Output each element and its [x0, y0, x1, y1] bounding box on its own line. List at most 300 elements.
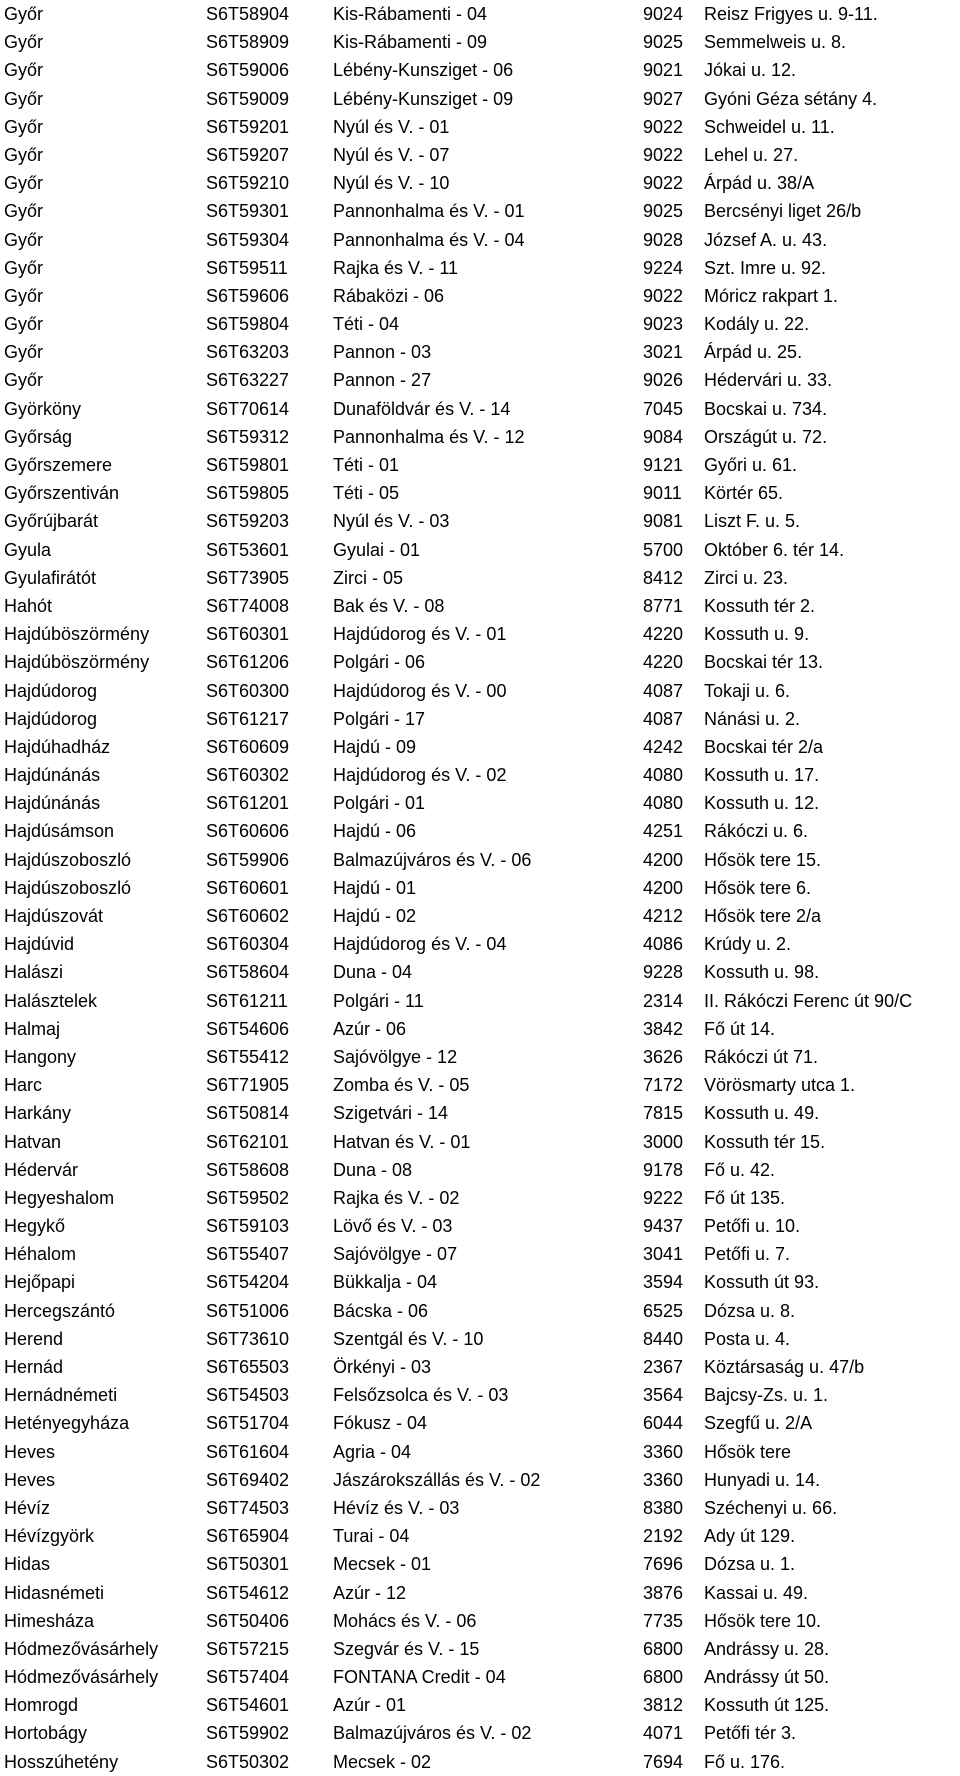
- branch-code-cell: S6T55412: [206, 1046, 290, 1067]
- city-cell: Hernádnémeti: [4, 1385, 118, 1406]
- branch-code-cell: S6T59203: [206, 511, 290, 532]
- table-row: [0, 507, 960, 535]
- street-address-cell: József A. u. 43.: [704, 229, 828, 250]
- street-address-cell: Kossuth u. 9.: [704, 624, 810, 645]
- table-row: [0, 789, 960, 817]
- postal-code-cell: 7696: [643, 1554, 684, 1575]
- branch-code-cell: S6T59804: [206, 314, 290, 335]
- city-cell: Győrság: [4, 426, 73, 447]
- street-address-cell: Bercsényi liget 26/b: [704, 201, 862, 222]
- postal-code-cell: 9022: [643, 285, 684, 306]
- postal-code-cell: 2314: [643, 990, 684, 1011]
- branch-code-cell: S6T60601: [206, 877, 290, 898]
- street-address-cell: Kossuth u. 98.: [704, 962, 820, 983]
- branch-code-cell: S6T63227: [206, 370, 290, 391]
- branch-name-cell: Sajóvölgye - 12: [333, 1046, 458, 1067]
- branch-code-cell: S6T59606: [206, 285, 290, 306]
- city-cell: Héhalom: [4, 1244, 77, 1265]
- postal-code-cell: 4080: [643, 765, 684, 786]
- table-row: [0, 677, 960, 705]
- street-address-cell: Árpád u. 38/A: [704, 173, 815, 194]
- branch-name-cell: Hévíz és V. - 03: [333, 1497, 460, 1518]
- postal-code-cell: 2192: [643, 1526, 684, 1547]
- table-row: [0, 1071, 960, 1099]
- postal-code-cell: 4200: [643, 849, 684, 870]
- city-cell: Győrszemere: [4, 455, 113, 475]
- branch-code-cell: S6T50814: [206, 1103, 290, 1124]
- table-row: [0, 930, 960, 958]
- street-address-cell: Dózsa u. 8.: [704, 1300, 796, 1321]
- branch-name-cell: Szentgál és V. - 10: [333, 1328, 484, 1349]
- branch-code-cell: S6T55407: [206, 1244, 290, 1265]
- branch-code-cell: S6T74503: [206, 1497, 290, 1518]
- branch-name-cell: Pannon - 03: [333, 342, 432, 363]
- postal-code-cell: 4080: [643, 793, 684, 814]
- branch-name-cell: Azúr - 01: [333, 1695, 407, 1716]
- street-address-cell: Hősök tere 6.: [704, 877, 812, 898]
- street-address-cell: Hősök tere 2/a: [704, 906, 822, 926]
- street-address-cell: Tokaji u. 6.: [704, 680, 791, 701]
- city-cell: Győr: [4, 257, 44, 278]
- street-address-cell: Hősök tere 15.: [704, 849, 822, 870]
- branch-name-cell: Felsőzsolca és V. - 03: [333, 1385, 509, 1406]
- postal-code-cell: 6800: [643, 1638, 684, 1659]
- branch-code-cell: S6T73905: [206, 567, 290, 588]
- branch-name-cell: Nyúl és V. - 03: [333, 511, 450, 532]
- city-cell: Hercegszántó: [4, 1300, 116, 1321]
- city-cell: Hajdúböszörmény: [4, 624, 150, 645]
- postal-code-cell: 9011: [643, 483, 682, 504]
- branch-name-cell: FONTANA Credit - 04: [333, 1667, 506, 1688]
- city-cell: Hajdúszoboszló: [4, 849, 132, 870]
- street-address-cell: Bocskai tér 2/a: [704, 736, 824, 757]
- postal-code-cell: 8412: [643, 567, 684, 588]
- branch-name-cell: Lébény-Kunsziget - 06: [333, 60, 514, 81]
- branch-name-cell: Bácska - 06: [333, 1300, 429, 1321]
- postal-code-cell: 9121: [643, 455, 684, 475]
- street-address-cell: Bocskai u. 734.: [704, 398, 828, 419]
- postal-code-cell: 3360: [643, 1441, 684, 1462]
- city-cell: Hidasnémeti: [4, 1582, 105, 1603]
- city-cell: Győr: [4, 285, 44, 306]
- postal-code-cell: 9178: [643, 1159, 684, 1180]
- branch-name-cell: Téti - 01: [333, 455, 400, 475]
- branch-name-cell: Hatvan és V. - 01: [333, 1131, 471, 1152]
- branch-code-cell: S6T58909: [206, 32, 290, 53]
- table-row: [0, 648, 960, 676]
- postal-code-cell: 4200: [643, 877, 684, 898]
- table-row: [0, 85, 960, 113]
- table-row: [0, 56, 960, 84]
- branch-name-cell: Rábaközi - 06: [333, 285, 445, 306]
- branch-name-cell: Polgári - 11: [333, 990, 424, 1011]
- table-row: [0, 1212, 960, 1240]
- branch-code-cell: S6T59511: [206, 257, 288, 278]
- branch-name-cell: Kis-Rábamenti - 04: [333, 4, 488, 24]
- branch-name-cell: Pannon - 27: [333, 370, 432, 391]
- postal-code-cell: 9222: [643, 1187, 684, 1208]
- branch-name-cell: Mecsek - 02: [333, 1751, 432, 1772]
- city-cell: Hajdúszoboszló: [4, 877, 132, 898]
- postal-code-cell: 9437: [643, 1216, 684, 1237]
- table-row: [0, 1494, 960, 1522]
- city-cell: Hangony: [4, 1046, 77, 1067]
- table-row: [0, 592, 960, 620]
- branch-name-cell: Zirci - 05: [333, 567, 404, 588]
- branch-code-cell: S6T71905: [206, 1075, 290, 1096]
- city-cell: Hódmezővásárhely: [4, 1638, 159, 1659]
- branch-name-cell: Pannonhalma és V. - 01: [333, 201, 525, 222]
- street-address-cell: Hunyadi u. 14.: [704, 1469, 821, 1490]
- postal-code-cell: 9021: [643, 60, 684, 81]
- branch-name-cell: Sajóvölgye - 07: [333, 1244, 458, 1265]
- street-address-cell: Semmelweis u. 8.: [704, 32, 847, 53]
- city-cell: Hajdúsámson: [4, 821, 115, 842]
- branch-code-cell: S6T59009: [206, 88, 290, 109]
- street-address-cell: Kossuth u. 17.: [704, 765, 820, 786]
- branch-code-cell: S6T59301: [206, 201, 290, 222]
- branch-name-cell: Balmazújváros és V. - 02: [333, 1723, 532, 1744]
- street-address-cell: Kossuth tér 15.: [704, 1131, 826, 1152]
- street-address-cell: Dózsa u. 1.: [704, 1554, 796, 1575]
- branch-code-cell: S6T62101: [206, 1131, 290, 1152]
- street-address-cell: Zirci u. 23.: [704, 567, 789, 588]
- city-cell: Hajdúhadház: [4, 736, 111, 757]
- branch-code-cell: S6T57404: [206, 1667, 290, 1688]
- branch-code-cell: S6T59502: [206, 1187, 290, 1208]
- postal-code-cell: 6044: [643, 1413, 684, 1434]
- branch-code-cell: S6T61201: [206, 793, 290, 814]
- street-address-cell: Rákóczi út 71.: [704, 1046, 819, 1067]
- table-row: [0, 451, 960, 479]
- postal-code-cell: 9025: [643, 32, 684, 53]
- street-address-cell: Október 6. tér 14.: [704, 539, 845, 560]
- postal-code-cell: 9081: [643, 511, 684, 532]
- table-row: [0, 338, 960, 366]
- table-row: [0, 113, 960, 141]
- branch-code-cell: S6T53601: [206, 539, 290, 560]
- table-row: [0, 423, 960, 451]
- table-row: [0, 1438, 960, 1466]
- branch-code-cell: S6T69402: [206, 1469, 290, 1490]
- city-cell: Harc: [4, 1075, 43, 1096]
- branch-code-cell: S6T60304: [206, 934, 290, 955]
- city-cell: Hédervár: [4, 1159, 79, 1180]
- postal-code-cell: 3021: [643, 342, 684, 363]
- postal-code-cell: 3626: [643, 1046, 684, 1067]
- street-address-cell: Kossuth út 93.: [704, 1272, 820, 1293]
- postal-code-cell: 2367: [643, 1357, 684, 1377]
- branch-name-cell: Mecsek - 01: [333, 1554, 432, 1575]
- street-address-cell: Fő út 135.: [704, 1187, 786, 1208]
- branch-code-cell: S6T61604: [206, 1441, 290, 1462]
- street-address-cell: Kassai u. 49.: [704, 1582, 809, 1603]
- city-cell: Hajdúnánás: [4, 765, 101, 786]
- branch-name-cell: Kis-Rábamenti - 09: [333, 32, 488, 53]
- branch-code-cell: S6T60302: [206, 765, 290, 786]
- street-address-cell: Andrássy út 50.: [704, 1667, 830, 1688]
- postal-code-cell: 6800: [643, 1667, 684, 1688]
- table-row: [0, 536, 960, 564]
- street-address-cell: Schweidel u. 11.: [704, 116, 835, 137]
- branch-code-cell: S6T54601: [206, 1695, 290, 1716]
- table-row: [0, 733, 960, 761]
- city-cell: Himesháza: [4, 1610, 95, 1631]
- table-row: [0, 817, 960, 845]
- street-address-cell: Fő út 14.: [704, 1018, 776, 1039]
- branch-name-cell: Bak és V. - 08: [333, 595, 445, 616]
- branch-code-cell: S6T60609: [206, 736, 290, 757]
- street-address-cell: Fő u. 176.: [704, 1751, 786, 1772]
- city-cell: Hajdúböszörmény: [4, 652, 150, 673]
- city-cell: Hatvan: [4, 1131, 62, 1152]
- table-row: [0, 902, 960, 930]
- branch-name-cell: Szigetvári - 14: [333, 1103, 449, 1124]
- table-row: [0, 197, 960, 225]
- postal-code-cell: 3041: [643, 1244, 684, 1265]
- city-cell: Halmaj: [4, 1018, 61, 1039]
- postal-code-cell: 3842: [643, 1018, 684, 1039]
- postal-code-cell: 4087: [643, 680, 684, 701]
- city-cell: Hajdúszovát: [4, 906, 104, 926]
- city-cell: Harkány: [4, 1103, 72, 1124]
- city-cell: Hejőpapi: [4, 1272, 76, 1293]
- branch-name-cell: Jászárokszállás és V. - 02: [333, 1469, 541, 1490]
- branch-code-cell: S6T59103: [206, 1216, 290, 1237]
- branch-code-cell: S6T54204: [206, 1272, 290, 1293]
- street-address-cell: Árpád u. 25.: [704, 342, 803, 363]
- table-row: [0, 1579, 960, 1607]
- street-address-cell: Szegfű u. 2/A: [704, 1413, 813, 1434]
- branch-code-cell: S6T63203: [206, 342, 290, 363]
- street-address-cell: Kossuth út 125.: [704, 1695, 830, 1716]
- street-address-cell: Szt. Imre u. 92.: [704, 257, 827, 278]
- table-row: [0, 226, 960, 254]
- branch-code-cell: S6T59210: [206, 173, 290, 194]
- branch-name-cell: Agria - 04: [333, 1441, 412, 1462]
- table-row: [0, 1719, 960, 1747]
- street-address-cell: Krúdy u. 2.: [704, 934, 792, 955]
- postal-code-cell: 4212: [643, 906, 684, 926]
- table-row: [0, 169, 960, 197]
- branch-name-cell: Hajdú - 09: [333, 736, 417, 757]
- city-cell: Herend: [4, 1328, 64, 1349]
- postal-code-cell: 9025: [643, 201, 684, 222]
- branch-name-cell: Hajdú - 06: [333, 821, 417, 842]
- table-row: [0, 282, 960, 310]
- branch-name-cell: Rajka és V. - 02: [333, 1187, 460, 1208]
- postal-code-cell: 8380: [643, 1497, 684, 1518]
- city-cell: Hetényegyháza: [4, 1413, 130, 1434]
- city-cell: Hajdúdorog: [4, 708, 98, 729]
- branch-code-cell: S6T65503: [206, 1357, 290, 1377]
- postal-code-cell: 4087: [643, 708, 684, 729]
- table-row: [0, 479, 960, 507]
- city-cell: Győr: [4, 173, 44, 194]
- street-address-cell: Bajcsy-Zs. u. 1.: [704, 1385, 829, 1406]
- city-cell: Halásztelek: [4, 990, 98, 1011]
- table-row: [0, 1325, 960, 1353]
- branch-code-cell: S6T57215: [206, 1638, 290, 1659]
- city-cell: Győr: [4, 229, 44, 250]
- street-address-cell: Bocskai tér 13.: [704, 652, 824, 673]
- branch-code-cell: S6T59304: [206, 229, 290, 250]
- city-cell: Hévízgyörk: [4, 1526, 95, 1547]
- branch-name-cell: Hajdúdorog és V. - 00: [333, 680, 507, 701]
- branch-name-cell: Zomba és V. - 05: [333, 1075, 470, 1096]
- postal-code-cell: 7735: [643, 1610, 684, 1631]
- table-row: [0, 141, 960, 169]
- branch-code-cell: S6T59207: [206, 144, 290, 165]
- postal-code-cell: 6525: [643, 1300, 684, 1321]
- branch-code-cell: S6T54606: [206, 1018, 290, 1039]
- branch-name-cell: Azúr - 12: [333, 1582, 407, 1603]
- street-address-cell: Gyóni Géza sétány 4.: [704, 88, 878, 109]
- street-address-cell: Móricz rakpart 1.: [704, 285, 839, 306]
- table-row: [0, 1156, 960, 1184]
- branch-name-cell: Téti - 04: [333, 314, 400, 335]
- table-row: [0, 874, 960, 902]
- branch-name-cell: Fókusz - 04: [333, 1413, 428, 1434]
- street-address-cell: Kossuth u. 49.: [704, 1103, 820, 1124]
- branch-code-cell: S6T50302: [206, 1751, 290, 1772]
- table-row: [0, 1663, 960, 1691]
- branch-code-cell: S6T59201: [206, 116, 290, 137]
- postal-code-cell: 7045: [643, 398, 684, 419]
- table-row: [0, 1522, 960, 1550]
- branch-name-cell: Mohács és V. - 06: [333, 1610, 477, 1631]
- branch-name-cell: Rajka és V. - 11: [333, 257, 459, 278]
- city-cell: Hernád: [4, 1357, 64, 1377]
- city-cell: Gyulafirátót: [4, 567, 97, 588]
- city-cell: Heves: [4, 1469, 56, 1490]
- branch-code-cell: S6T74008: [206, 595, 290, 616]
- city-cell: Hidas: [4, 1554, 51, 1575]
- city-cell: Győr: [4, 314, 44, 335]
- postal-code-cell: 8440: [643, 1328, 684, 1349]
- street-address-cell: Széchenyi u. 66.: [704, 1497, 838, 1518]
- table-row: [0, 1409, 960, 1437]
- branch-name-cell: Lébény-Kunsziget - 09: [333, 88, 514, 109]
- street-address-cell: Körtér 65.: [704, 483, 784, 504]
- branch-code-cell: S6T58904: [206, 4, 290, 24]
- branch-name-cell: Hajdú - 02: [333, 906, 417, 926]
- city-cell: Hévíz: [4, 1497, 51, 1518]
- branch-name-cell: Szegvár és V. - 15: [333, 1638, 480, 1659]
- branch-code-cell: S6T54612: [206, 1582, 290, 1603]
- street-address-cell: Köztársaság u. 47/b: [704, 1357, 865, 1377]
- table-row: [0, 1691, 960, 1719]
- branch-code-cell: S6T61211: [206, 990, 288, 1011]
- branch-code-cell: S6T54503: [206, 1385, 290, 1406]
- table-row: [0, 0, 960, 28]
- street-address-cell: Petőfi u. 10.: [704, 1216, 801, 1237]
- city-cell: Győr: [4, 342, 44, 363]
- table-row: [0, 366, 960, 394]
- table-row: [0, 1635, 960, 1663]
- table-row: [0, 620, 960, 648]
- city-cell: Győr: [4, 144, 44, 165]
- branch-name-cell: Pannonhalma és V. - 12: [333, 426, 525, 447]
- street-address-cell: Andrássy u. 28.: [704, 1638, 830, 1659]
- branch-name-cell: Polgári - 01: [333, 793, 426, 814]
- city-cell: Győr: [4, 32, 44, 53]
- table-row: [0, 1240, 960, 1268]
- postal-code-cell: 3360: [643, 1469, 684, 1490]
- table-row: [0, 1043, 960, 1071]
- branch-code-cell: S6T60602: [206, 906, 290, 926]
- city-cell: Győr: [4, 116, 44, 137]
- table-row: [0, 1015, 960, 1043]
- city-cell: Hahót: [4, 595, 53, 616]
- postal-code-cell: 7172: [643, 1075, 684, 1096]
- branch-code-cell: S6T51006: [206, 1300, 290, 1321]
- table-row: [0, 705, 960, 733]
- city-cell: Halászi: [4, 962, 64, 983]
- table-row: [0, 395, 960, 423]
- table-row: [0, 846, 960, 874]
- branch-code-cell: S6T58604: [206, 962, 290, 983]
- branch-code-cell: S6T59312: [206, 426, 290, 447]
- branch-code-cell: S6T59805: [206, 483, 290, 504]
- table-row: [0, 761, 960, 789]
- table-row: [0, 1748, 960, 1776]
- postal-code-cell: 3812: [643, 1695, 684, 1716]
- city-cell: Győr: [4, 88, 44, 109]
- table-row: [0, 1099, 960, 1127]
- city-cell: Hegyeshalom: [4, 1187, 115, 1208]
- table-row: [0, 1297, 960, 1325]
- branch-code-cell: S6T59006: [206, 60, 290, 81]
- table-row: [0, 564, 960, 592]
- street-address-cell: Rákóczi u. 6.: [704, 821, 809, 842]
- postal-code-cell: 9023: [643, 314, 684, 335]
- city-cell: Heves: [4, 1441, 56, 1462]
- street-address-cell: II. Rákóczi Ferenc út 90/C: [704, 990, 913, 1011]
- city-cell: Győr: [4, 4, 44, 24]
- branch-name-cell: Hajdúdorog és V. - 01: [333, 624, 507, 645]
- postal-code-cell: 8771: [643, 595, 684, 616]
- street-address-cell: Győri u. 61.: [704, 455, 798, 475]
- postal-code-cell: 9027: [643, 88, 684, 109]
- branch-name-cell: Hajdúdorog és V. - 02: [333, 765, 507, 786]
- branch-code-cell: S6T60301: [206, 624, 290, 645]
- branch-name-cell: Dunaföldvár és V. - 14: [333, 398, 511, 419]
- table-row: [0, 310, 960, 338]
- postal-code-cell: 7694: [643, 1751, 684, 1772]
- street-address-cell: Reisz Frigyes u. 9-11.: [704, 4, 878, 24]
- street-address-cell: Kodály u. 22.: [704, 314, 810, 335]
- street-address-cell: Jókai u. 12.: [704, 60, 797, 81]
- branch-name-cell: Nyúl és V. - 07: [333, 144, 450, 165]
- postal-code-cell: 4242: [643, 736, 684, 757]
- city-cell: Homrogd: [4, 1695, 79, 1716]
- street-address-cell: Liszt F. u. 5.: [704, 511, 801, 532]
- table-row: [0, 1268, 960, 1296]
- city-cell: Győr: [4, 201, 44, 222]
- branch-code-cell: S6T50301: [206, 1554, 290, 1575]
- branch-name-cell: Hajdú - 01: [333, 877, 417, 898]
- branch-code-cell: S6T60606: [206, 821, 290, 842]
- branch-code-cell: S6T51704: [206, 1413, 290, 1434]
- city-cell: Győr: [4, 60, 44, 81]
- postal-code-cell: 9228: [643, 962, 684, 983]
- city-cell: Hajdúdorog: [4, 680, 98, 701]
- table-row: [0, 254, 960, 282]
- postal-code-cell: 9084: [643, 426, 684, 447]
- branch-code-cell: S6T59902: [206, 1723, 290, 1744]
- street-address-cell: Fő u. 42.: [704, 1159, 776, 1180]
